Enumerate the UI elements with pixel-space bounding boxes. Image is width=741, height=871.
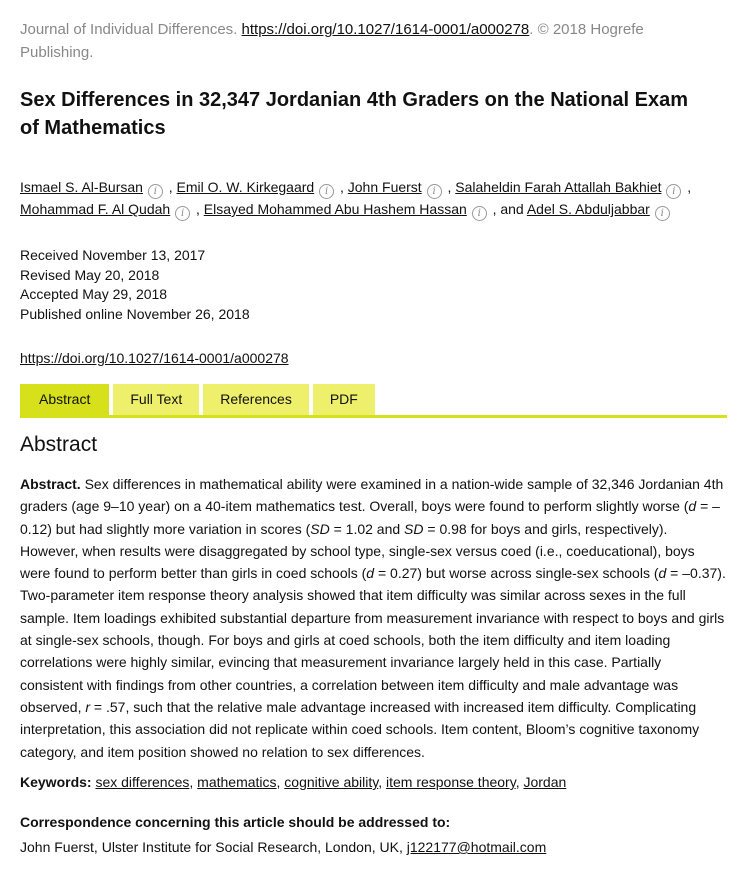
keyword-link[interactable]: cognitive ability <box>284 774 379 790</box>
info-icon[interactable]: i <box>472 206 487 221</box>
email-link[interactable]: j122177@hotmail.com <box>406 839 547 855</box>
correspondence-text: John Fuerst, Ulster Institute for Social Research, London, UK, j122177@hotmail.com <box>20 839 547 855</box>
keyword-link[interactable]: mathematics <box>197 774 277 790</box>
keywords: Keywords: sex differences, mathematics, cognitive ability, item response theory, Jordan <box>20 774 567 790</box>
tab-references[interactable]: References <box>203 384 309 415</box>
abstract-label: Abstract. <box>20 476 81 492</box>
keyword-link[interactable]: Jordan <box>523 774 567 790</box>
author-link[interactable]: Ismael S. Al-Bursan <box>20 179 143 195</box>
journal-doi-link[interactable]: https://doi.org/10.1027/1614-0001/a000278 <box>241 21 530 38</box>
info-icon[interactable]: i <box>319 184 334 199</box>
journal-citation <box>20 18 700 64</box>
keywords-label: Keywords: <box>20 774 92 790</box>
author-link[interactable]: Elsayed Mohammed Abu Hashem Hassan <box>203 201 467 217</box>
abstract-heading: Abstract <box>20 433 98 456</box>
author-link[interactable]: Salaheldin Farah Attallah Bakhiet <box>455 179 662 195</box>
date-accepted: Accepted May 29, 2018 <box>20 286 168 302</box>
date-received: Received November 13, 2017 <box>20 247 206 263</box>
article-tabs <box>20 384 379 415</box>
info-icon[interactable]: i <box>655 206 670 221</box>
keyword-link[interactable]: sex differences <box>95 774 190 790</box>
info-icon[interactable]: i <box>666 184 681 199</box>
author-link[interactable]: John Fuerst <box>347 179 422 195</box>
abstract-text: Abstract. Sex differences in mathematical ability were examined in a nation-wide sample of 32,346 Jordanian 4th graders (age 9–10 year) on a 40-item mathematics test. Overall, boys were found to perform slightly worse (d = –0.12) but had slightly more variation in scores (SD = 1.02 and SD = 0.98 for boys and girls, respectively). However, when results were disaggregated by school type, single-sex versus coed (i.e., coeducational), boys were found to perform better than girls in coed schools (d = 0.27) but worse across single-sex schools (d = –0.37). Two-parameter item response theory analysis showed that item difficulty was similar across sexes in the full sample. Item loadings exhibited substantial departure from measurement invariance with respect to boys and girls at single-sex schools, though. For boys and girls at coed schools, both the item difficulty and item loading correlations were highly similar, evincing that measurement invariance largely held in this case. Partially consistent with findings from other countries, a correlation between item difficulty and male advantage was observed, r = .57, such that the relative male advantage increased with increased item difficulty. Complicating interpretation, this association did not replicate within coed schools. Item content, Bloom’s cognitive taxonomy category, and item position showed no relation to sex differences. <box>20 476 726 760</box>
date-revised: Revised May 20, 2018 <box>20 266 160 283</box>
author-link[interactable]: Emil O. W. Kirkegaard <box>176 179 315 195</box>
info-icon[interactable]: i <box>148 184 163 199</box>
correspondence-heading: Correspondence concerning this article should be addressed to: <box>20 814 451 830</box>
doi-link[interactable]: https://doi.org/10.1027/1614-0001/a000278 <box>20 350 289 366</box>
tab-full-text[interactable]: Full Text <box>113 384 199 415</box>
journal-name: Journal of Individual Differences. <box>20 21 238 38</box>
info-icon[interactable]: i <box>427 184 442 199</box>
info-icon[interactable]: i <box>175 206 190 221</box>
tab-abstract[interactable]: Abstract <box>20 384 109 415</box>
author-link[interactable]: Adel S. Abduljabbar <box>526 201 650 217</box>
author-link[interactable]: Mohammad F. Al Qudah <box>20 201 171 217</box>
tab-divider <box>20 415 727 418</box>
author-list: Ismael S. Al-Bursan i , Emil O. W. Kirkegaard i , John Fuerst i , Salaheldin Farah Attallah Bakhiet i , Mohammad F. Al Qudah i , Elsayed Mohammed Abu Hashem Hassan i , and Adel S. Abduljabbar i <box>20 179 692 219</box>
publication-dates <box>20 246 250 324</box>
article-title: Sex Differences in 32,347 Jordanian 4th Graders on the National Exam of Mathematics <box>20 89 689 139</box>
journal-copyright: . © 2018 Hogrefe Publishing. <box>20 21 644 61</box>
keyword-link[interactable]: item response theory <box>385 774 516 790</box>
date-published: Published online November 26, 2018 <box>20 305 250 322</box>
tab-pdf[interactable]: PDF <box>313 384 375 415</box>
